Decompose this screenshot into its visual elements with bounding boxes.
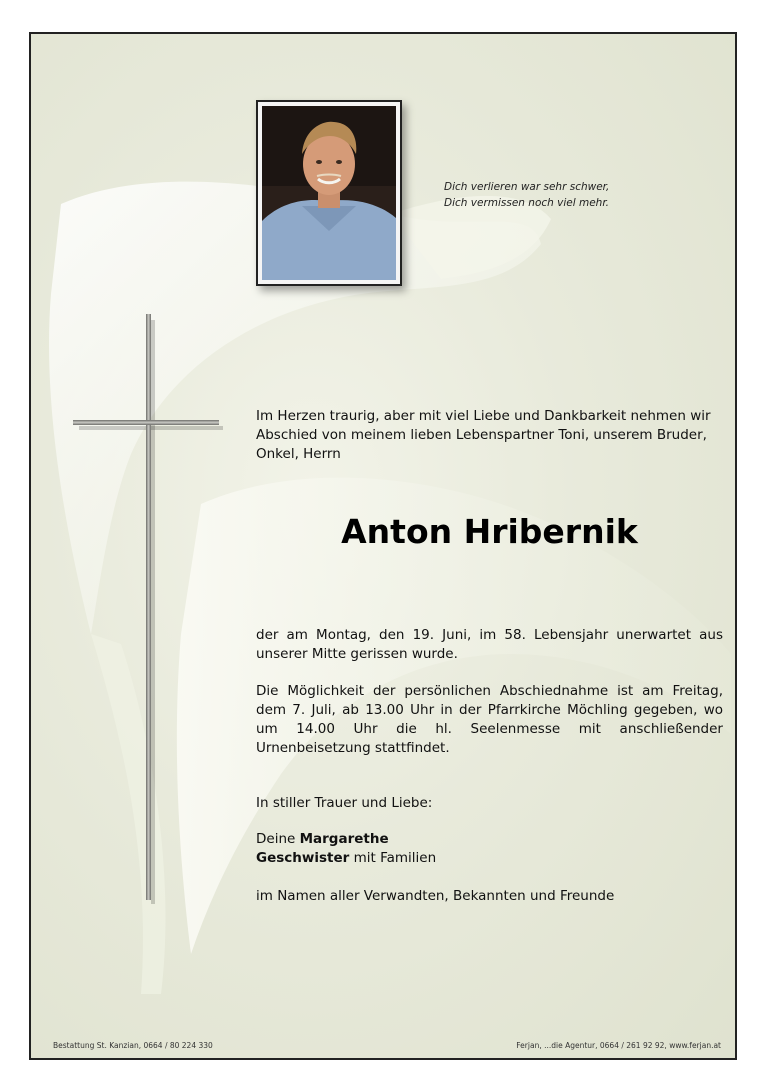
- quote-line-1: Dich verlieren war sehr schwer,: [444, 181, 610, 193]
- death-announcement: der am Montag, den 19. Juni, im 58. Lebensjahr unerwartet aus unserer Mitte gerissen wurde.: [256, 627, 723, 662]
- closing-line: In stiller Trauer und Liebe:: [256, 795, 433, 811]
- relatives-line: im Namen aller Verwandten, Bekannten und Freunde: [256, 888, 615, 904]
- obituary-card: [29, 32, 737, 1060]
- deceased-name: Anton Hribernik: [341, 512, 638, 551]
- quote-line-2: Dich vermissen noch viel mehr.: [444, 197, 610, 209]
- footer-funeral-home: Bestattung St. Kanzian, 0664 / 80 224 330: [53, 1041, 213, 1050]
- cross-icon: [73, 314, 223, 904]
- mourners-list: [256, 830, 723, 868]
- intro-text: Im Herzen traurig, aber mit viel Liebe und Dankbarkeit nehmen wir Abschied von meinem lieben Lebenspartner Toni, unserem Bruder, Onkel, Herrn: [256, 408, 711, 462]
- portrait-image: [262, 106, 396, 280]
- footer-agency: Ferjan, ...die Agentur, 0664 / 261 92 92, www.ferjan.at: [516, 1041, 721, 1050]
- signature-line: Deine Margarethe: [256, 831, 389, 847]
- memorial-quote: [444, 179, 609, 211]
- signature-line: Geschwister mit Familien: [256, 850, 437, 866]
- funeral-details: Die Möglichkeit der persönlichen Abschiednahme ist am Freitag, dem 7. Juli, ab 13.00 Uhr in der Pfarrkirche Möchling gegeben, wo um 14.00 Uhr die hl. Seelenmesse mit anschließender Urnenbeisetzung stattfindet.: [256, 683, 723, 756]
- portrait-photo: [256, 100, 402, 286]
